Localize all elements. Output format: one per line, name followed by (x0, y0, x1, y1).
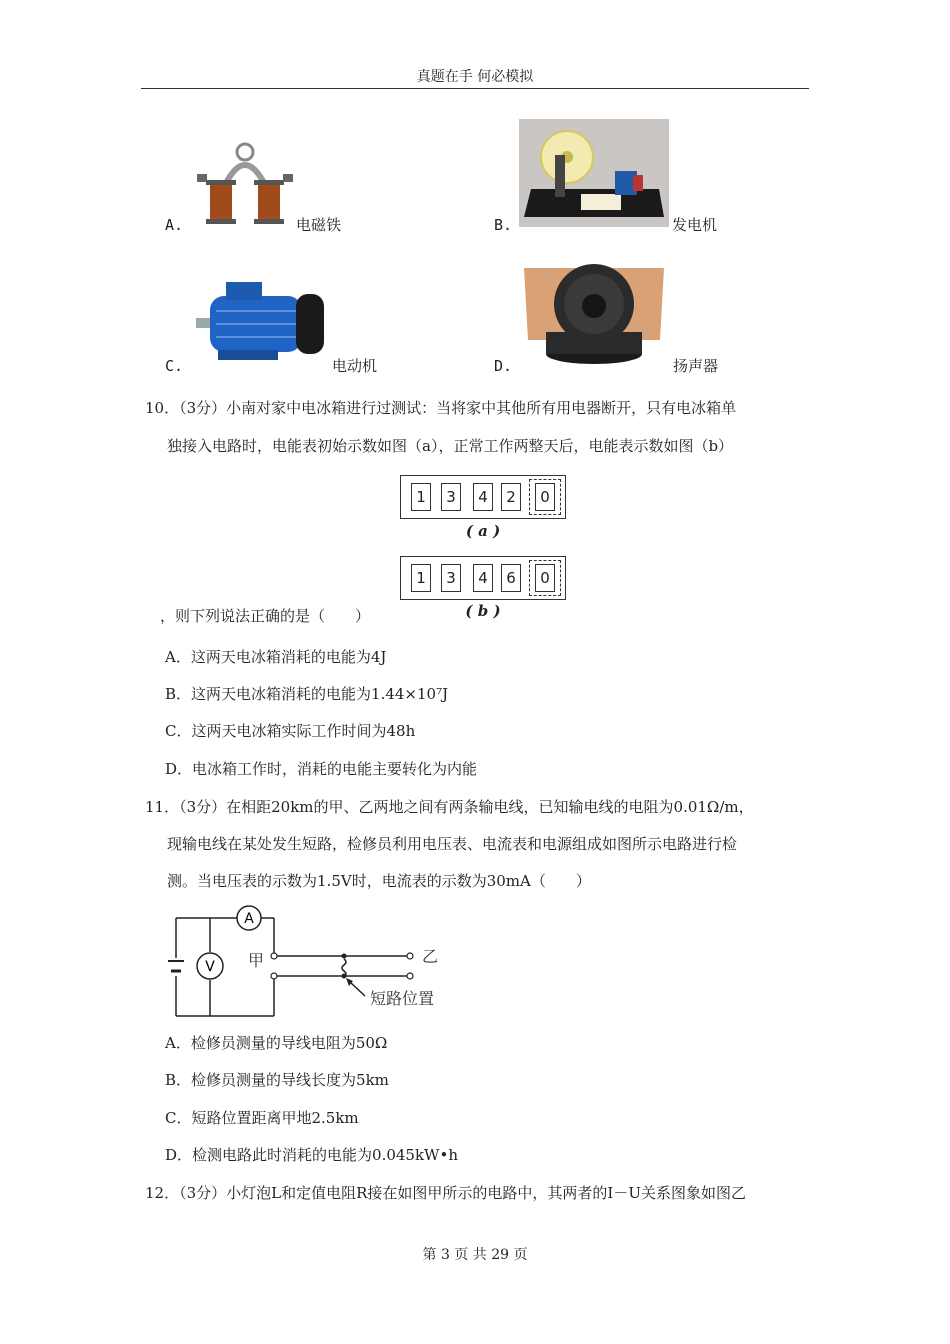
option-letter: A. (165, 216, 184, 234)
ammeter-label: A (244, 911, 254, 927)
meter-digit: 1 (411, 483, 431, 511)
q11-option-b: B．检修员测量的导线长度为5km (165, 1071, 389, 1089)
motor-image (196, 276, 328, 362)
meter-digit: 0 (535, 483, 555, 511)
option-letter: B. (494, 216, 513, 234)
generator-image (519, 119, 669, 227)
circuit-diagram (160, 900, 460, 1025)
meter-digit: 3 (441, 483, 461, 511)
option-label: 电磁铁 (296, 216, 342, 234)
q11-line-2: 现输电线在某处发生短路，检修员利用电压表、电流表和电源组成如图所示电路进行检 (167, 835, 738, 853)
meter-a-label: ( a ) (465, 522, 501, 540)
meter-b-label: ( b ) (465, 602, 501, 620)
terminal (407, 973, 413, 979)
page-header: 真题在手 何必模拟 (416, 69, 534, 85)
meter-digit: 4 (473, 564, 493, 592)
page-footer: 第 3 页 共 29 页 (422, 1247, 528, 1263)
q10-option-d: D．电冰箱工作时，消耗的电能主要转化为内能 (165, 760, 478, 778)
meter-digit: 1 (411, 564, 431, 592)
meter-digit: 4 (473, 483, 493, 511)
meter-digit: 2 (501, 483, 521, 511)
junction (342, 974, 347, 979)
q10-option-c: C．这两天电冰箱实际工作时间为48h (165, 722, 416, 740)
junction (342, 954, 347, 959)
meter-b (400, 556, 566, 600)
q10-line-3: ，则下列说法正确的是（ ） (160, 607, 371, 625)
speaker-image (520, 262, 668, 366)
terminal (407, 953, 413, 959)
q11-line-1: 11．（3分）在相距20km的甲、乙两地之间有两条输电线，已知输电线的电阻为0.01Ω/m， (145, 798, 754, 816)
terminal (271, 953, 277, 959)
electromagnet-image (195, 140, 295, 230)
q12-line-1: 12．（3分）小灯泡L和定值电阻R接在如图甲所示的电路中，其两者的I－U关系图象如图乙 (145, 1184, 746, 1202)
q10-option-b: B．这两天电冰箱消耗的电能为1.44×10⁷J (165, 685, 449, 703)
q11-line-3: 测。当电压表的示数为1.5V时，电流表的示数为30mA（ ） (167, 872, 591, 890)
q11-option-a: A．检修员测量的导线电阻为50Ω (165, 1034, 388, 1052)
q11-option-c: C．短路位置距离甲地2.5km (165, 1109, 359, 1127)
jia-label: 甲 (248, 951, 265, 970)
voltmeter-label: V (205, 959, 215, 975)
option-letter: D. (494, 357, 513, 375)
q10-line-2: 独接入电路时，电能表初始示数如图（a），正常工作两整天后，电能表示数如图（b） (167, 437, 734, 455)
q11-option-d: D．检测电路此时消耗的电能为0.045kW•h (165, 1146, 458, 1164)
meter-digit: 0 (535, 564, 555, 592)
option-label: 电动机 (332, 357, 378, 375)
meter-a (400, 475, 566, 519)
option-label: 扬声器 (673, 357, 719, 375)
q10-option-a: A．这两天电冰箱消耗的电能为4J (165, 648, 387, 666)
yi-label: 乙 (422, 947, 439, 966)
short-position-label: 短路位置 (370, 989, 435, 1008)
option-label: 发电机 (672, 216, 718, 234)
q10-line-1: 10．（3分）小南对家中电冰箱进行过测试：当将家中其他所有用电器断开，只有电冰箱单 (145, 399, 737, 417)
meter-digit: 6 (501, 564, 521, 592)
header-rule (141, 88, 809, 89)
option-letter: C. (165, 357, 184, 375)
terminal (271, 973, 277, 979)
meter-digit: 3 (441, 564, 461, 592)
